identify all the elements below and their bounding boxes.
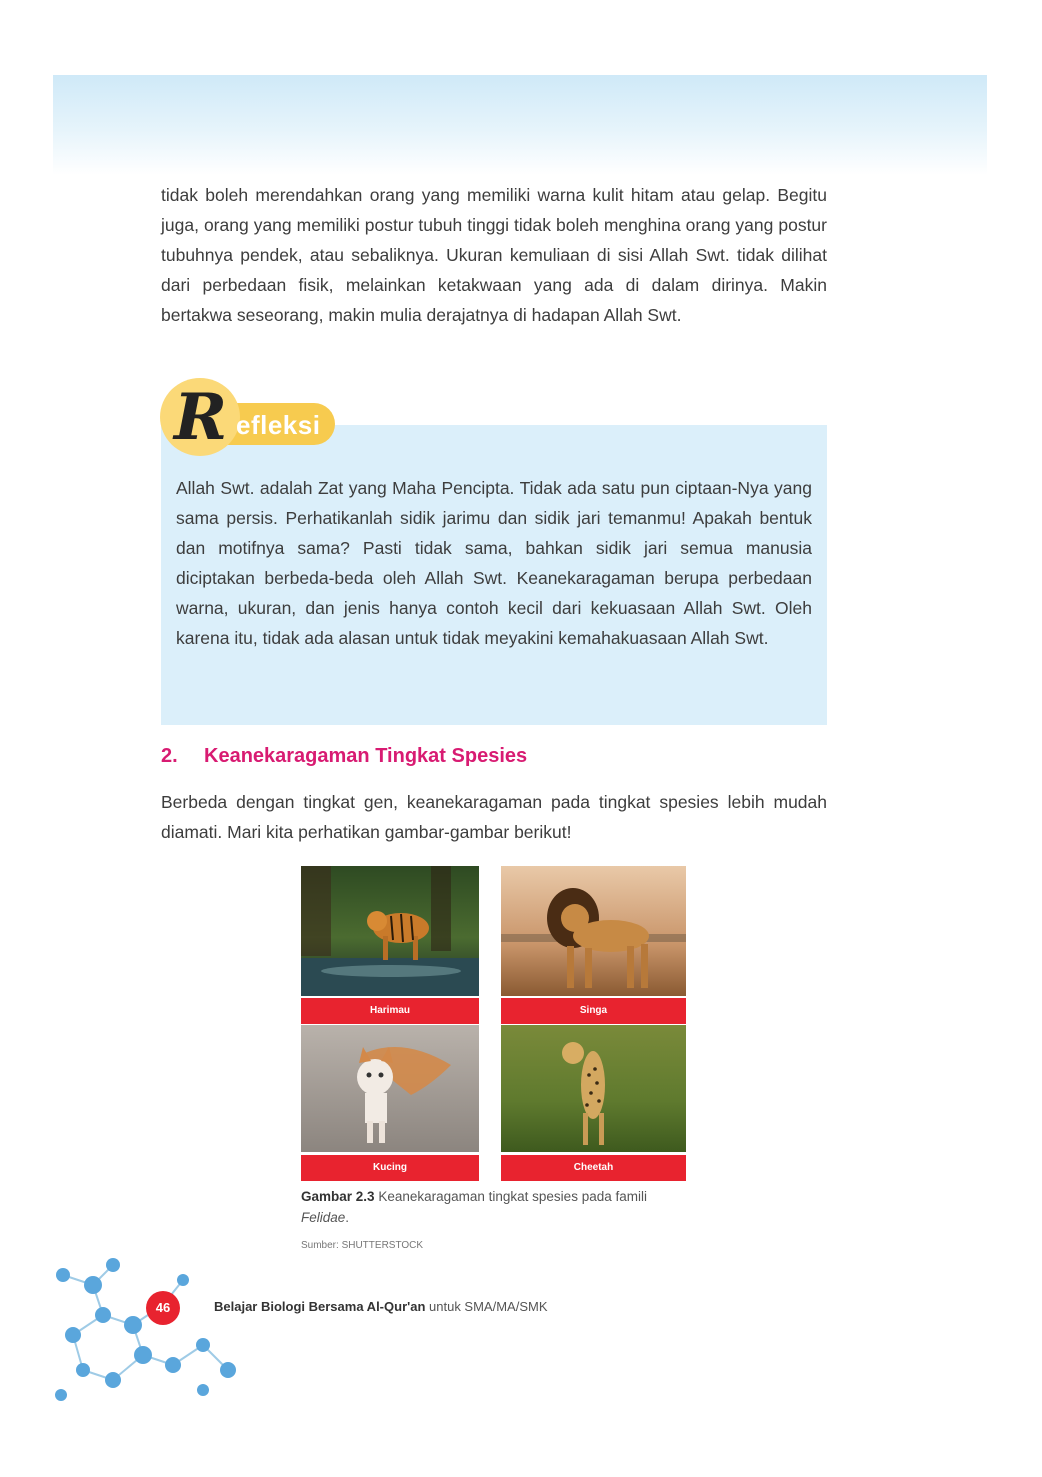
figure-source: Sumber: SHUTTERSTOCK bbox=[301, 1240, 424, 1251]
refleksi-title-rest: efleksi bbox=[236, 410, 321, 440]
photo-label-cheetah: Cheetah bbox=[501, 1155, 686, 1181]
refleksi-title-initial: R bbox=[174, 380, 228, 455]
lion-photo bbox=[501, 866, 686, 996]
section-number: 2. bbox=[161, 745, 178, 767]
page-number: 46 bbox=[146, 1291, 180, 1325]
section-heading bbox=[161, 745, 527, 768]
photo-label-cat: Kucing bbox=[301, 1155, 479, 1181]
cat-photo bbox=[301, 1025, 479, 1152]
section-paragraph: Berbeda dengan tingkat gen, keanekaragaman pada tingkat spesies lebih mudah diamati. Mari kita perhatikan gambar-gambar berikut! bbox=[161, 792, 827, 842]
book-suffix: untuk SMA/MA/SMK bbox=[429, 1299, 548, 1314]
book-title: Belajar Biologi Bersama Al-Qur'an bbox=[214, 1299, 426, 1314]
caption-text: Keanekaragaman tingkat spesies pada famili bbox=[378, 1189, 647, 1204]
caption-label: Gambar 2.3 bbox=[301, 1189, 375, 1204]
section-title: Keanekaragaman Tingkat Spesies bbox=[204, 745, 528, 767]
molecule-decoration bbox=[53, 1255, 243, 1405]
figure-caption bbox=[301, 1186, 691, 1228]
intro-paragraph: tidak boleh merendahkan orang yang memiliki warna kulit hitam atau gelap. Begitu juga, orang yang memiliki postur tubuh tinggi tidak boleh menghina orang yang postur tubuhnya pendek, atau sebaliknya. Ukuran kemuliaan di sisi Allah Swt. tidak dilihat dari perbedaan fisik, melainkan ketakwaan yang ada di dalam dirinya. Makin bertakwa seseorang, makin mulia derajatnya di hadapan Allah Swt. bbox=[161, 185, 827, 325]
header-band bbox=[53, 75, 987, 175]
refleksi-box bbox=[161, 425, 827, 725]
photo-label-tiger: Harimau bbox=[301, 998, 479, 1024]
caption-italic: Felidae bbox=[301, 1210, 346, 1225]
caption-end: . bbox=[345, 1210, 350, 1225]
cheetah-photo bbox=[501, 1025, 686, 1152]
refleksi-text: Allah Swt. adalah Zat yang Maha Pencipta. Tidak ada satu pun ciptaan-Nya yang sama persis. Perhatikanlah sidik jarimu dan sidik jari temanmu! Apakah bentuk dan motifnya sama? Pasti tidak sama, bahkan sidik jari semua manusia diciptakan berbeda-beda oleh Allah Swt. Keanekaragaman berupa perbedaan warna, ukuran, dan jenis hanya contoh kecil dari kekuasaan Allah Swt. Oleh karena itu, tidak ada alasan untuk tidak meyakini kemahakuasaan Allah Swt. bbox=[176, 478, 812, 648]
footer-title bbox=[214, 1299, 548, 1314]
photo-label-lion: Singa bbox=[501, 998, 686, 1024]
tiger-photo bbox=[301, 866, 479, 996]
